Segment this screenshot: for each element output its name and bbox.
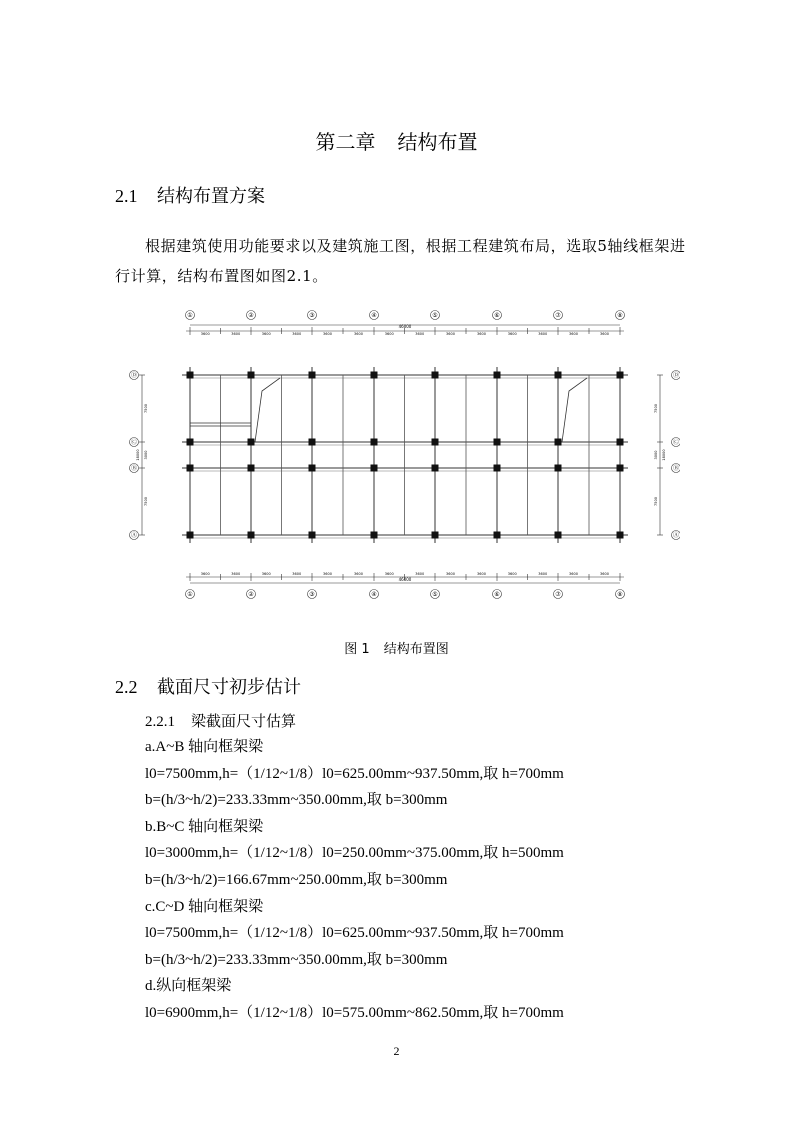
column-section (371, 465, 378, 472)
beam-a-formula-b: b=(h/3~h/2)=233.33mm~350.00mm,取 b=300mm (145, 792, 448, 809)
column-section (432, 465, 439, 472)
chapter-title (0, 126, 793, 155)
bay-dimension-label: 3600 (323, 572, 332, 576)
column-section (248, 532, 255, 539)
section-number: 2.2 (115, 677, 138, 697)
bay-dimension-label: 3600 (507, 332, 517, 336)
structure-layout-figure (120, 305, 680, 605)
bay-dimension-label: 3600 (200, 572, 210, 576)
beam-c-title: c.C~D 轴向框架梁 (145, 898, 264, 915)
column-section (617, 439, 624, 446)
subsection-title: 梁截面尺寸估算 (191, 712, 297, 730)
bay-dimension-label: 3600 (600, 332, 609, 336)
bay-dimension-label: 3600 (354, 332, 363, 336)
column-section (371, 372, 378, 379)
bay-dimension-label: 3600 (538, 572, 548, 576)
axis-label-column: ② (248, 591, 254, 598)
axis-label-column: ⑥ (494, 312, 500, 319)
intro-paragraph (115, 231, 705, 291)
column-section (494, 532, 501, 539)
stair-line (255, 378, 280, 442)
axis-label-row: Ⓒ (672, 439, 680, 446)
column-section (432, 372, 439, 379)
paragraph-line: 根据建筑使用功能要求以及建筑施工图，根据工程建筑布局，选取5轴线框架进 (145, 237, 686, 255)
total-row-dimension-label: 18000 (662, 449, 666, 461)
section-2-2-heading (115, 673, 301, 699)
bay-dimension-label: 3600 (446, 572, 455, 576)
page-number: 2 (393, 1044, 400, 1058)
beam-a-formula-h: l0=7500mm,h=（1/12~1/8）l0=625.00mm~937.50mm,取 h=700mm (145, 765, 564, 782)
bay-dimension-label: 3600 (261, 572, 271, 576)
axis-label-column: ⑤ (432, 591, 438, 598)
bay-dimension-label: 3600 (569, 572, 578, 576)
bay-dimension-label: 3600 (507, 572, 517, 576)
row-dimension-label: 7500 (144, 497, 148, 506)
bay-dimension-label: 3600 (323, 332, 332, 336)
column-section (494, 439, 501, 446)
bay-dimension-label: 3600 (231, 572, 241, 576)
caption-number: 图 1 (344, 642, 370, 657)
subsection-2-2-1-heading (145, 710, 296, 731)
bay-dimension-label: 3600 (446, 332, 455, 336)
column-section (309, 465, 316, 472)
column-section (309, 372, 316, 379)
axis-label-column: ④ (371, 312, 377, 319)
bay-dimension-label: 3600 (415, 572, 425, 576)
section-number: 2.1 (115, 186, 138, 206)
beam-b-title: b.B~C 轴向框架梁 (145, 818, 264, 835)
axis-label-column: ③ (309, 312, 315, 319)
axis-label-row: Ⓑ (672, 465, 680, 472)
beam-b-formula-b: b=(h/3~h/2)=166.67mm~250.00mm,取 b=300mm (145, 871, 448, 888)
column-section (248, 439, 255, 446)
beam-b-formula-h: l0=3000mm,h=（1/12~1/8）l0=250.00mm~375.00mm,取 h=500mm (145, 845, 564, 862)
stair-line (562, 378, 587, 442)
bay-dimension-label: 3600 (477, 332, 486, 336)
axis-label-row: Ⓑ (130, 465, 138, 472)
axis-label-row: Ⓐ (130, 532, 138, 539)
row-dimension-label: 3000 (144, 450, 148, 460)
row-dimension-label: 7500 (144, 404, 148, 413)
axis-label-column: ⑧ (617, 312, 623, 319)
column-section (555, 465, 562, 472)
column-section (309, 439, 316, 446)
subsection-number: 2.2.1 (145, 714, 175, 730)
column-section (617, 372, 624, 379)
bay-dimension-label: 3600 (200, 332, 210, 336)
caption-title: 结构布置图 (383, 642, 449, 657)
axis-label-column: ④ (371, 591, 377, 598)
axis-label-column: ⑥ (494, 591, 500, 598)
column-section (248, 372, 255, 379)
axis-label-column: ⑤ (432, 312, 438, 319)
bay-dimension-label: 3600 (384, 332, 394, 336)
column-section (187, 532, 194, 539)
column-section (555, 532, 562, 539)
column-section (432, 532, 439, 539)
bay-dimension-label: 3600 (384, 572, 394, 576)
bay-dimension-label: 3600 (292, 332, 302, 336)
row-dimension-label: 3000 (654, 450, 658, 460)
section-2-1-heading (115, 182, 265, 208)
axis-label-column: ② (248, 312, 254, 319)
axis-label-column: ⑦ (555, 312, 561, 319)
row-dimension-label: 7500 (654, 497, 658, 506)
bay-dimension-label: 3600 (354, 572, 363, 576)
beam-estimates (145, 734, 564, 1027)
total-dimension-label: 46000 (398, 324, 412, 329)
beam-d-formula-h: l0=6900mm,h=（1/12~1/8）l0=575.00mm~862.50mm,取 h=700mm (145, 1004, 564, 1021)
figure-caption (0, 638, 793, 657)
beam-c-formula-h: l0=7500mm,h=（1/12~1/8）l0=625.00mm~937.50mm,取 h=700mm (145, 925, 564, 942)
axis-label-row: Ⓐ (672, 532, 680, 539)
axis-label-column: ⑧ (617, 591, 623, 598)
column-section (187, 372, 194, 379)
row-dimension-label: 7500 (654, 404, 658, 413)
section-title: 结构布置方案 (157, 186, 265, 207)
bay-dimension-label: 3600 (231, 332, 241, 336)
column-section (494, 465, 501, 472)
bay-dimension-label: 3600 (292, 572, 302, 576)
axis-label-row: Ⓓ (130, 372, 138, 379)
axis-label-column: ① (187, 591, 193, 598)
column-section (617, 465, 624, 472)
column-section (371, 532, 378, 539)
column-section (371, 439, 378, 446)
axis-label-column: ⑦ (555, 591, 561, 598)
bay-dimension-label: 3600 (415, 332, 425, 336)
column-section (309, 532, 316, 539)
section-title: 截面尺寸初步估计 (157, 677, 301, 698)
bay-dimension-label: 3600 (477, 572, 486, 576)
axis-label-row: Ⓒ (130, 439, 138, 446)
beam-c-formula-b: b=(h/3~h/2)=233.33mm~350.00mm,取 b=300mm (145, 951, 448, 968)
axis-label-column: ① (187, 312, 193, 319)
column-section (555, 372, 562, 379)
column-section (187, 439, 194, 446)
column-section (617, 532, 624, 539)
chapter-name: 结构布置 (397, 130, 478, 154)
bay-dimension-label: 3600 (569, 332, 578, 336)
column-section (494, 372, 501, 379)
beam-a-title: a.A~B 轴向框架梁 (145, 739, 264, 755)
bay-dimension-label: 3600 (538, 332, 548, 336)
axis-label-row: Ⓓ (672, 372, 680, 379)
axis-label-column: ③ (309, 591, 315, 598)
bay-dimension-label: 3600 (600, 572, 609, 576)
column-section (187, 465, 194, 472)
beam-d-title: d.纵向框架梁 (145, 978, 232, 995)
paragraph-line: 行计算，结构布置图如图2.1。 (115, 267, 328, 285)
bay-dimension-label: 3600 (261, 332, 271, 336)
column-section (555, 439, 562, 446)
column-section (432, 439, 439, 446)
total-dimension-label: 46000 (398, 577, 412, 582)
total-row-dimension-label: 18000 (136, 449, 140, 461)
column-section (248, 465, 255, 472)
chapter-number: 第二章 (315, 130, 376, 154)
